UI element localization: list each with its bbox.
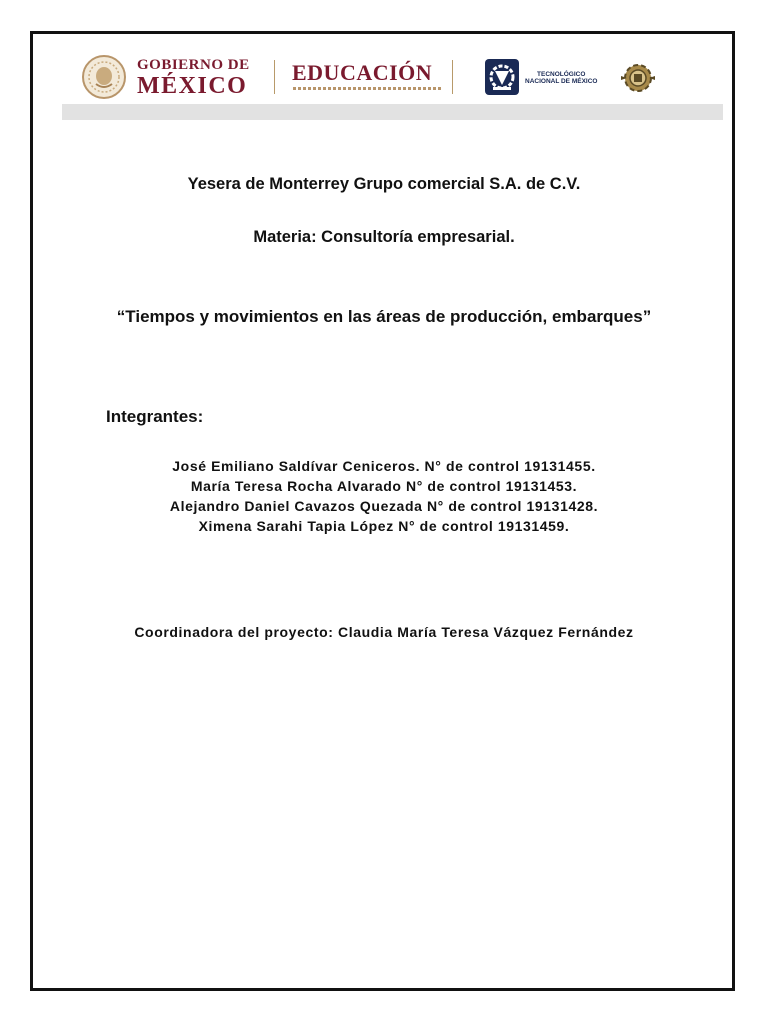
members-heading: Integrantes: (106, 407, 204, 426)
tecnm-line1: TECNOLÓGICO (537, 71, 586, 78)
project-title: “Tiempos y movimientos en las áreas de producción, embarques” (116, 307, 652, 326)
header-band (62, 104, 723, 120)
header-divider (452, 60, 453, 94)
header-divider (274, 60, 275, 94)
gobierno-line2: MÉXICO (137, 73, 248, 99)
gobierno-de-mexico-logo (137, 58, 250, 98)
company-name: Yesera de Monterrey Grupo comercial S.A. de C.V. (187, 175, 581, 193)
member-item: Ximena Sarahi Tapia López N° de control 19131459. (198, 518, 570, 534)
members-list (0, 456, 768, 536)
educacion-logo: EDUCACIÓN (292, 60, 433, 85)
institute-gear-logo-icon (617, 60, 659, 96)
gobierno-line1: GOBIERNO DE (137, 57, 250, 73)
tecnm-logo-text (525, 71, 597, 86)
tecnm-logo-icon (483, 57, 521, 97)
member-item: María Teresa Rocha Alvarado N° de control 19131453. (190, 478, 578, 494)
member-item: Alejandro Daniel Cavazos Quezada N° de control 19131428. (169, 498, 599, 514)
tecnm-line2: NACIONAL DE MÉXICO (525, 78, 598, 86)
coordinator-line: Coordinadora del proyecto: Claudia María Teresa Vázquez Fernández (134, 624, 634, 640)
member-item: José Emiliano Saldívar Ceniceros. N° de control 19131455. (172, 458, 596, 474)
national-seal-icon (80, 54, 128, 100)
educacion-subline (293, 87, 441, 90)
subject-line: Materia: Consultoría empresarial. (253, 228, 515, 246)
